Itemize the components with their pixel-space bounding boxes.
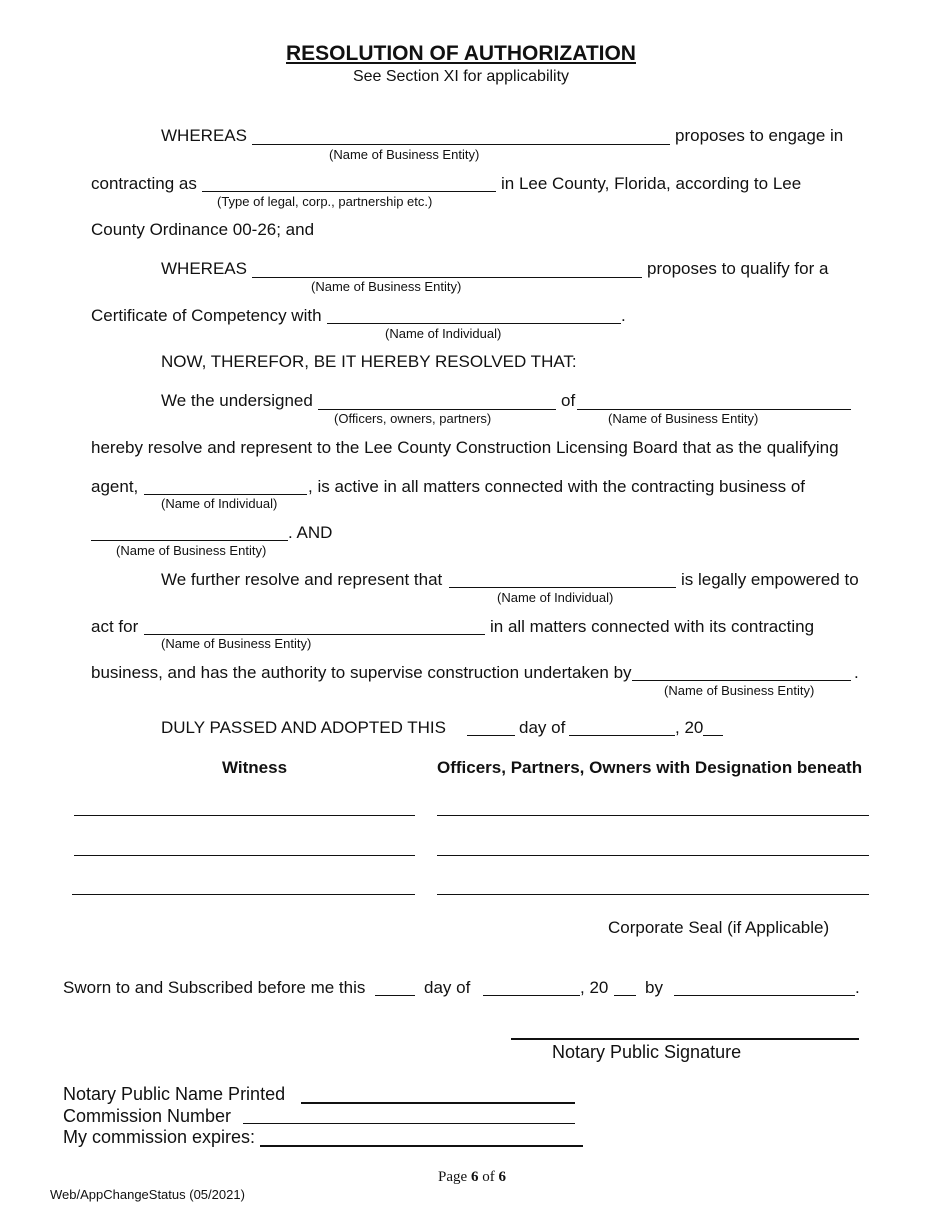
page-prefix: Page [438, 1169, 468, 1185]
page-of: of [482, 1169, 495, 1185]
resolved-heading: NOW, THEREFOR, BE IT HEREBY RESOLVED THAT: [161, 352, 577, 371]
individual-blank-1[interactable] [327, 323, 621, 324]
p12-end-text: in all matters connected with its contracting [490, 617, 815, 636]
p11-start-text: We further resolve and represent that [161, 570, 443, 589]
page-title: RESOLUTION OF AUTHORIZATION [286, 42, 636, 65]
commission-expires-blank[interactable] [260, 1145, 583, 1147]
individual-blank-3[interactable] [449, 587, 676, 588]
whereas-label-1: WHEREAS [161, 126, 247, 145]
sworn-end-text: . [855, 978, 860, 997]
adopted-text: DULY PASSED AND ADOPTED THIS [161, 718, 446, 737]
notary-signature-label: Notary Public Signature [552, 1042, 742, 1062]
sworn-by-text: by [645, 978, 663, 997]
adopted-day-blank[interactable] [467, 735, 515, 736]
p7-start-text: We the undersigned [161, 391, 313, 410]
page-current: 6 [470, 1169, 479, 1185]
business-entity-blank-1[interactable] [252, 144, 670, 145]
business-entity-blank-5[interactable] [144, 634, 485, 635]
officer-signature-line[interactable] [437, 894, 869, 895]
business-entity-caption-3: (Name of Business Entity) [608, 411, 759, 426]
page-subtitle: See Section XI for applicability [352, 68, 570, 85]
p9-end-text: , is active in all matters connected with the contracting business of [308, 477, 806, 496]
sworn-day-blank[interactable] [375, 995, 415, 996]
witness-header: Witness [222, 758, 288, 777]
p2-end-text: in Lee County, Florida, according to Lee [501, 174, 802, 193]
officers-header: Officers, Partners, Owners with Designation beneath [437, 758, 863, 777]
p10-end-text: . AND [288, 523, 333, 542]
p9-start-text: agent, [91, 477, 139, 496]
adopted-month-blank[interactable] [569, 735, 675, 736]
officer-signature-line[interactable] [437, 855, 869, 856]
business-entity-blank-2[interactable] [252, 277, 642, 278]
officers-caption: (Officers, owners, partners) [334, 411, 492, 426]
commission-number-label: Commission Number [63, 1106, 232, 1126]
sworn-year-blank[interactable] [614, 995, 636, 996]
officer-signature-line[interactable] [437, 815, 869, 816]
business-entity-blank-4[interactable] [91, 540, 288, 541]
commission-number-blank[interactable] [243, 1123, 575, 1124]
business-entity-caption-1: (Name of Business Entity) [329, 147, 480, 162]
page-number [0, 1169, 944, 1186]
p4-end-text: proposes to qualify for a [647, 259, 829, 278]
sworn-year-text: , 20 [580, 978, 609, 997]
witness-signature-line[interactable] [74, 855, 415, 856]
officers-blank[interactable] [318, 409, 556, 410]
notary-name-label: Notary Public Name Printed [63, 1084, 286, 1104]
business-entity-caption-4: (Name of Business Entity) [116, 543, 267, 558]
p5-start-text: Certificate of Competency with [91, 306, 322, 325]
sworn-text: Sworn to and Subscribed before me this [63, 978, 366, 997]
notary-name-blank[interactable] [301, 1102, 575, 1104]
p1-end-text: proposes to engage in [675, 126, 844, 145]
adopted-year-blank[interactable] [703, 735, 723, 736]
sworn-month-blank[interactable] [483, 995, 580, 996]
legal-type-blank[interactable] [202, 191, 496, 192]
sworn-by-blank[interactable] [674, 995, 855, 996]
whereas-label-2: WHEREAS [161, 259, 247, 278]
witness-signature-line[interactable] [74, 815, 415, 816]
p11-end-text: is legally empowered to [681, 570, 859, 589]
p2-start-text: contracting as [91, 174, 197, 193]
business-entity-blank-3[interactable] [577, 409, 851, 410]
p13-start-text: business, and has the authority to supervise construction undertaken by [91, 663, 632, 682]
witness-signature-line[interactable] [72, 894, 415, 895]
legal-type-caption: (Type of legal, corp., partnership etc.) [217, 194, 433, 209]
p7-of-text: of [561, 391, 576, 410]
p12-start-text: act for [91, 617, 139, 636]
p13-end-text: . [854, 663, 859, 682]
page-total: 6 [498, 1169, 506, 1185]
business-entity-caption-6: (Name of Business Entity) [664, 683, 815, 698]
business-entity-caption-2: (Name of Business Entity) [311, 279, 462, 294]
business-entity-blank-6[interactable] [632, 680, 851, 681]
adopted-year-text: , 20 [675, 718, 704, 737]
business-entity-caption-5: (Name of Business Entity) [161, 636, 312, 651]
notary-signature-line[interactable] [511, 1038, 859, 1040]
individual-caption-3: (Name of Individual) [497, 590, 614, 605]
sworn-dayof-text: day of [424, 978, 471, 997]
individual-caption-1: (Name of Individual) [385, 326, 502, 341]
ordinance-text: County Ordinance 00-26; and [91, 220, 315, 239]
commission-expires-label: My commission expires: [63, 1127, 256, 1147]
adopted-dayof-text: day of [519, 718, 566, 737]
form-code: Web/AppChangeStatus (05/2021) [50, 1187, 245, 1202]
individual-blank-2[interactable] [144, 494, 307, 495]
individual-caption-2: (Name of Individual) [161, 496, 278, 511]
p8-text: hereby resolve and represent to the Lee County Construction Licensing Board that as the qualifying [91, 438, 839, 457]
corporate-seal-label: Corporate Seal (if Applicable) [608, 918, 830, 937]
p5-end-text: . [621, 306, 626, 325]
